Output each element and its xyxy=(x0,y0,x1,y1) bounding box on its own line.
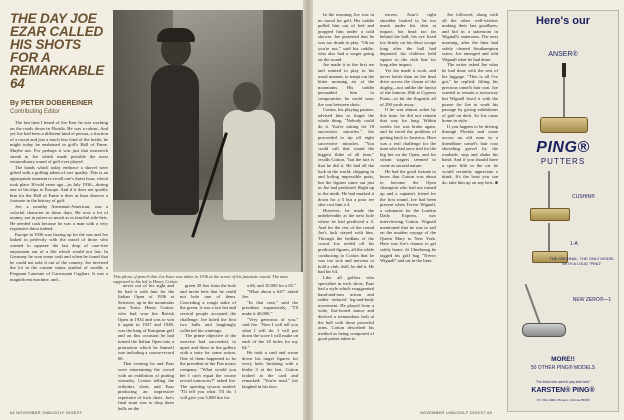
article-column-7 xyxy=(442,12,498,407)
ad-new-zero-label: NEW ZERO®—1 xyxy=(572,297,612,303)
ad-1a-label: 1-A xyxy=(570,241,578,247)
paragraph: Like all golfers who specialize in trick shots, Ezar had a style which exaggerated hand-and-arm action and rather reduced leg-and-body movement. He played from a wide, flat-footed stance and derived a tremendous lash at the ball with those powerful arms. Cotton described his method as being composed of good points taken to xyxy=(318,274,374,342)
article-column-3 xyxy=(180,283,236,407)
ad-more-heading: MORE!! xyxy=(551,356,575,363)
zero-putter-icon xyxy=(522,323,566,337)
ad-heading: Here's our xyxy=(536,15,590,27)
paragraph: green 20 feet from the hole and invite bets that he could not hole one of them. Conceding a rough stake of the green, it was a fair bet and several people accepted the challenge. Joe holed the first two balls and laughingly collected his winnings. xyxy=(180,283,236,333)
paragraph: The hands which today embrace a shovel were gifted with a golfing talent of rare quality. This is an appropriate moment to recall one's finest hour, which took place 30-odd years ago—in July 1936—during one of his trips to Europe. And if it does not qualify him for the Hall of Fame it does at least deserve a footnote in the history of golf. xyxy=(10,164,108,204)
byline: By PETER DOBEREINER xyxy=(10,100,93,107)
ad-tagline: "For those who want to play their best" xyxy=(535,380,591,384)
photo-golfer-body xyxy=(151,65,199,215)
paragraph: a 66, and 10,000 for a 65." xyxy=(247,283,296,288)
paragraph: excess. Ezar's right shoulder looked to be too much under his chin at impact; his head too far behind the ball; his eye fixed too firmly on his divot scrape long after the ball had departed; his clubface held square to the club line for long after impact. xyxy=(380,12,436,68)
paragraph: The prime objective of the exercise had succeeded, to upset and those in the gallery with a taste for some action. One of them happened to be the president of the Fiat motor company. "What would you bet I can't equal the course record tomorrow?" asked Joe. The sporting tycoon smiled: "I'll tell you what. I'll do. I will give you 5,000 lire for xyxy=(180,333,236,400)
ad-anser-label: ANSER® xyxy=(548,51,578,58)
article-headline: THE DAY JOE EZAR CALLED HIS SHOTS FOR A REMARKABLE 64 xyxy=(10,11,104,91)
paragraph: "In that case," said the president expansively, "I'll make it 40,000." xyxy=(242,299,298,316)
cushin-putter-icon xyxy=(530,208,570,221)
paragraph: "What about a 64?" asked Joe. xyxy=(242,288,298,300)
article-column-4 xyxy=(242,283,298,407)
paragraph: The last time I heard of Joe Ezar he was working on the roads down in Florida. He was a robust, And yet Joe had been a different kind of person, a fraction of a rascal and just a touch less fond of the bottle, he might today be enshrined in golf's Hall of Fame. Maybe not. For perhaps it was just that mavenick streak in Joe which made possible the most extraordinary round of golf ever played. xyxy=(10,120,109,165)
article-column-6 xyxy=(380,12,436,407)
karsten-logo: KARSTEN® PING® xyxy=(531,387,595,394)
paragraph: Joe, a swarthy Armenian-American, was a colorful character in those days. He won a lot of money, not in prizes so much as in fanciful side-bets. He needed cash because he was a man with a very expensive thirst indeed. xyxy=(10,203,108,232)
ad-original-text: THE ORIGINAL. THE ONLY MODEL WITH A LOUD "PING" xyxy=(549,256,615,266)
ad-other-models: 50 OTHER PING® MODELS xyxy=(530,365,596,371)
byline-role: Contributing Editor xyxy=(10,109,60,115)
article-column-5 xyxy=(318,12,374,407)
ad-cushin-label: CUSHIN® xyxy=(572,194,595,200)
paragraph: Europe in 1936 was fizzing up for the war and Joe linked in perfectly with the mood of those who wanted to squeeze the last drop of care-free enjoyment out of a life which would not last. In Germany he won some cash and when he found that he could not take it out of the country, Joe invested the lot in the current status symbol of wealth, a Pregnant Laureate of Carrozzani Cagliari. It was a magnificent machine, and... xyxy=(10,231,108,282)
paragraph: If he was almost sober by this time, he did not remain that way for long. Within weeks Joe was broke again, and he faced the problem of getting back to America. Here was a real challenge for the man who had once tied for the big bet on the Open, and for whom wagers seemed to come as second nature. xyxy=(380,107,436,169)
paragraph: That evening he and Ezar were entertaining the crowd with an exhibition of putting wizardry, Cotton telling the orthodox shots and Ezar producing an impressive repertoire of trick shots. Joe's final stunt was to drop three balls on the xyxy=(118,361,174,412)
paragraph: In the morning Joe was in no mood for golf. His caddie pulled him out of bed and propped him under a cold shower. Joe protested that he was too drunk to play. "Oh no you're not," said his caddie, who also had a wager going on the round. xyxy=(318,12,374,62)
anser-putter-icon xyxy=(540,117,588,133)
paragraph: If you happen to be driving through Florida and come across an old man in a threadbare camel's hair coat shoveling gravel by the roadside, stop and shake his hand. And if you should have a spare fifth in the car he would certainly appreciate a drink. It's the least you can do, take him up on any bets. ■ xyxy=(442,123,498,185)
article-column-1 xyxy=(10,120,108,407)
photo-companion-body xyxy=(223,110,275,220)
ping-logo: PING® xyxy=(536,139,590,156)
paragraph: Cotton, his playing partner, advised him to forget the whole thing. "Nobody could do it. You're asking for 18 successive miracles." Joe proceeded to rip off eight successive miracles. "You could call that round the biggest fluke of all time," recalls Cotton, "but the fact is that he did it. He had all the luck in the world, chipping in and holing impossible putts, but the figures came out just as Joe had predicted. Right up to the ninth. He had marked it down for a 5 but a poor tee shot cost him a 4. xyxy=(318,107,374,208)
page-gutter xyxy=(303,0,313,420)
paragraph: The writer asked Joe what he had done with the rest of his luggage. "This is all I've got," he replied, lifting his precious camel's hair coat. Joe wanted to remain a stowaway but Wignall fixed it with the purser for Joe to work his passage by giving exhibitions of golf on deck. So Joe came home in style. xyxy=(442,62,498,124)
paragraph: never out of his sight and he had it with him for the Italian Open of 1936 at Sestriere, up in the mountains near Turin. Henry Cotton, who had won the British Open in 1934 and was to win it again in 1937 and 1948, was the king of European golf and on this occasion he had turned the Italian Open into a promotion which he himself was including a course-record 66. xyxy=(118,283,174,361)
photo-companion-head xyxy=(233,82,261,112)
page-folio-left: 64 NOVEMBER 1980/GOLF DIGEST xyxy=(10,410,83,415)
paragraph: "Very generous of you," said Joe. "Now I will tell you what I will do. I will put down the score I will make on each of the 18 holes for my 64." xyxy=(242,316,298,350)
paragraph: Yet Joe made it work, and never better than on the final drive across the chasm of the dogleg—not unlike the layout of the famous 18th at Cypress Point—to hit the flagstick all of 290 yards away. xyxy=(380,67,436,107)
paragraph: Joe followed, along with all the other well-wishers making their last goodbyes, and hid in a stateroom in Wignall's stateroom. The next morning, after the liner had safely cleared Southampton water, Joe emerged and told Wignall what he had done. xyxy=(442,12,498,62)
article-column-2 xyxy=(118,283,174,412)
paragraph: He had the good fortune to know that Cotton was about to become the Open champion who had not turned up and a captain's friend for the first round. Joe had been present when Trevor Wignall, a columnist for the London Daily Express, was interviewing Cotton. Wignall mentioned that he was to sail on the maiden voyage of the Queen Mary to New York. Here was Joe's chance to get safely home. At Cherbourg he tagged his golf bag "Trevor Wignall" and sat in the liner. xyxy=(380,168,436,264)
paragraph: Joe made it to the first tee and wanted to play in his usual manner, to tempt out the bitter morning air of the mountains. His caddie persuaded him to compromise, he could wear the coat between shots. xyxy=(318,62,374,107)
photo-caption: This photo of pencil-thin Joe Ezar was taken in 1936 at the scene of his fantastic round. The man supposed to his left is Henry Cotton. xyxy=(113,274,288,285)
page-folio-right: NOVEMBER 1980/GOLF DIGEST 65 xyxy=(420,410,492,415)
ping-putters-ad xyxy=(507,10,619,412)
anser-putter-shaft xyxy=(563,77,565,119)
ad-address: P.O. Box 9990, Phoenix, Arizona 85068 xyxy=(536,398,590,402)
paragraph: However, he made the unbelievable at the next hole where he had predicted a 4. And for the rest of the round Joe's luck stayed with him. Through the bedlam of the crowd Joe reeled off his predicted figures, all the while conducting to Cotton that he was too sick and nervous to hold a club. Still, he did it. He had his 64. xyxy=(318,207,374,275)
anser-putter-grip xyxy=(562,63,566,77)
cushin-putter-shaft xyxy=(548,171,550,211)
ad-putters-label: PUTTERS xyxy=(540,157,586,166)
paragraph: He took a card and wrote down his target figures for every hole, finishing with a birdie 3 at the last. Cotton looked at the card and remarked: "You're mad." Joe laughed in his face. xyxy=(242,350,298,389)
article-photo xyxy=(113,10,301,272)
photo-golfer-cap xyxy=(157,28,195,42)
zero-putter-shaft xyxy=(525,284,541,326)
1a-putter-shaft xyxy=(548,223,550,253)
